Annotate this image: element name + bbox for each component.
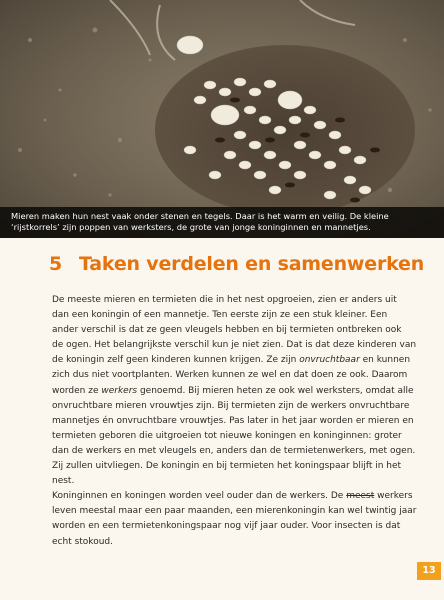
text-line: ander verschil is dat ze geen vleugels hebben en bij termieten ontbreken ook — [52, 325, 402, 336]
body-text — [52, 293, 432, 550]
text-line: de ogen. Het belangrijkste verschil kun je niet zien. Dat is dat deze kinderen van — [52, 340, 417, 351]
emphasis-onvruchtbaar: onvruchtbaar — [299, 355, 360, 366]
section-heading — [49, 253, 424, 275]
text-line — [52, 353, 432, 368]
text-line: worden en een termietenkoningspaar nog vijf jaar ouder. Voor insecten is dat — [52, 521, 401, 532]
text-line: leven meestal maar een paar maanden, een mierenkoningin kan wel twintig jaar — [52, 506, 417, 517]
text-line: dan een koningin of een mannetje. Ten eerste zijn ze een stuk kleiner. Een — [52, 310, 388, 321]
emphasis-werkers: werkers — [101, 385, 138, 396]
text-line: echt stokoud. — [52, 536, 113, 547]
text-segment: de koningin zelf geen kinderen kunnen krijgen. Ze zijn — [52, 355, 300, 366]
text-line — [52, 384, 432, 399]
photo-caption — [0, 207, 444, 238]
text-line: mannetjes én onvruchtbare vrouwtjes. Pas later in het jaar worden er mieren en — [52, 415, 414, 426]
text-segment: genoemd. Bij mieren heten ze ook wel werksters, omdat alle — [137, 385, 414, 396]
text-segment: Koninginnen en koningen worden veel ouder dan de werkers. De — [52, 491, 347, 502]
section-title: Taken verdelen en samenwerken — [79, 253, 425, 275]
text-line: nest. — [52, 476, 75, 487]
strikethrough-word: meest — [346, 491, 375, 502]
text-segment: en kunnen — [359, 355, 411, 366]
page-number-badge: 13 — [417, 562, 441, 580]
ant-nest-illustration — [0, 0, 444, 238]
caption-line-1: Mieren maken hun nest vaak onder stenen en tegels. Daar is het warm en veilig. De kleine — [11, 211, 389, 221]
text-line: dan de werkers en met vleugels en, anders dan de termietenwerkers, met ogen. — [52, 445, 416, 456]
text-line: termieten geboren die uitgroeien tot nieuwe koningen en koninginnen: groter — [52, 430, 402, 441]
text-segment: werkers — [374, 491, 413, 502]
text-line: Zij zullen uitvliegen. De koningin en bij termieten het koningspaar blijft in het — [52, 461, 402, 472]
text-line: De meeste mieren en termieten die in het nest opgroeien, zien er anders uit — [52, 295, 397, 305]
text-line: onvruchtbare mieren vrouwtjes zijn. Bij termieten zijn de werkers onvruchtbare — [52, 400, 410, 411]
text-line: zich dus niet voortplanten. Werken kunnen ze wel en dat doen ze ook. Daarom — [52, 370, 408, 381]
text-line — [52, 489, 432, 504]
section-number: 5 — [49, 253, 63, 275]
text-segment: worden ze — [52, 385, 102, 396]
caption-line-2: ‘rijstkorrels’ zijn poppen van werksters, de grote van jonge koninginnen en mannetjes. — [11, 222, 371, 232]
ant-nest-photo — [0, 0, 444, 238]
